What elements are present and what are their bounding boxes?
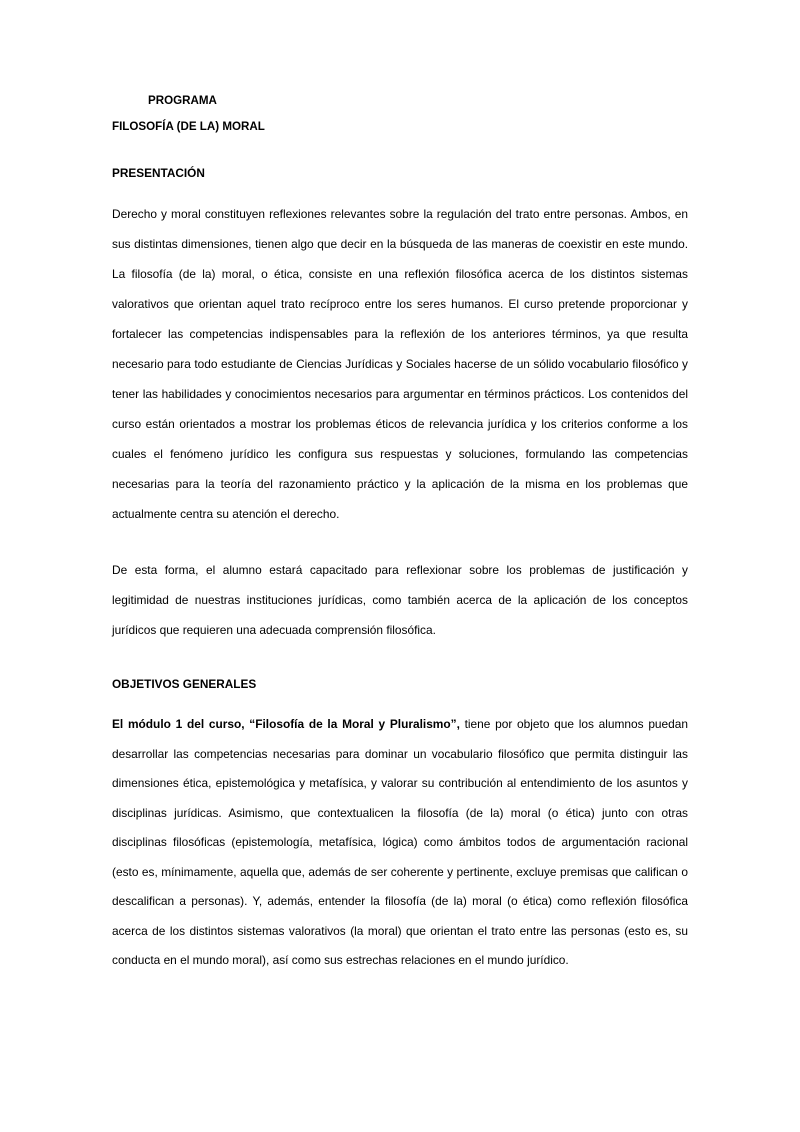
spacer: [112, 529, 688, 555]
paragraph-objetivos-rest: tiene por objeto que los alumnos puedan desarrollar las competencias necesarias para dominar un vocabulario filosófico que permita distinguir las dimensiones ética, epistemológica y metafísica, y valorar su contribución al entendimiento de los asuntos y disciplinas jurídicas. Asimismo, que contextualicen la filosofía (de la) moral (o ética) junto con otras disciplinas filosóficas (epistemología, metafísica, lógica) como ámbitos todos de argumentación racional (esto es, mínimamente, aquella que, además de ser coherente y pertinente, excluye premisas que califican o descalifican a personas). Y, además, entender la filosofía (de la) moral (o ética) como reflexión filosófica acerca de los distintos sistemas valorativos (la moral) que orientan el trato entre las personas (esto es, su conducta en el mundo moral), así como sus estrechas relaciones en el mundo jurídico.: [112, 717, 688, 967]
document-title: PROGRAMA: [148, 94, 217, 107]
section-heading-presentacion: PRESENTACIÓN: [112, 166, 205, 180]
document-body: [112, 88, 688, 976]
document-subtitle: FILOSOFÍA (DE LA) MORAL: [112, 120, 265, 133]
section-heading-objetivos: OBJETIVOS GENERALES: [112, 677, 257, 691]
paragraph-objetivos-lead: El módulo 1 del curso, “Filosofía de la Moral y Pluralismo”,: [112, 717, 460, 731]
spacer: [112, 697, 688, 710]
paragraph-presentacion-1: Derecho y moral constituyen reflexiones relevantes sobre la regulación del trato entre personas. Ambos, en sus distintas dimensiones, tienen algo que decir en la búsqueda de las maneras de coexistir en este mundo. La filosofía (de la) moral, o ética, consiste en una reflexión filosófica acerca de los distintos sistemas valorativos que orientan aquel trato recíproco entre los seres humanos. El curso pretende proporcionar y fortalecer las competencias indispensables para la reflexión de los anteriores términos, ya que resulta necesario para todo estudiante de Ciencias Jurídicas y Sociales hacerse de un sólido vocabulario filosófico y tener las habilidades y conocimientos necesarios para argumentar en términos prácticos. Los contenidos del curso están orientados a mostrar los problemas éticos de relevancia jurídica y los criterios conforme a los cuales el fenómeno jurídico les configura sus respuestas y soluciones, formulando las competencias necesarias para la teoría del razonamiento práctico y la aplicación de la misma en los problemas que actualmente centra su atención el derecho.: [112, 207, 688, 521]
spacer: [112, 645, 688, 671]
spacer: [112, 140, 688, 160]
spacer: [112, 186, 688, 199]
paragraph-presentacion-2: De esta forma, el alumno estará capacitado para reflexionar sobre los problemas de justificación y legitimidad de nuestras instituciones jurídicas, como también acerca de la aplicación de los conceptos jurídicos que requieren una adecuada comprensión filosófica.: [112, 563, 688, 637]
paragraph-objetivos-1: [112, 710, 688, 976]
